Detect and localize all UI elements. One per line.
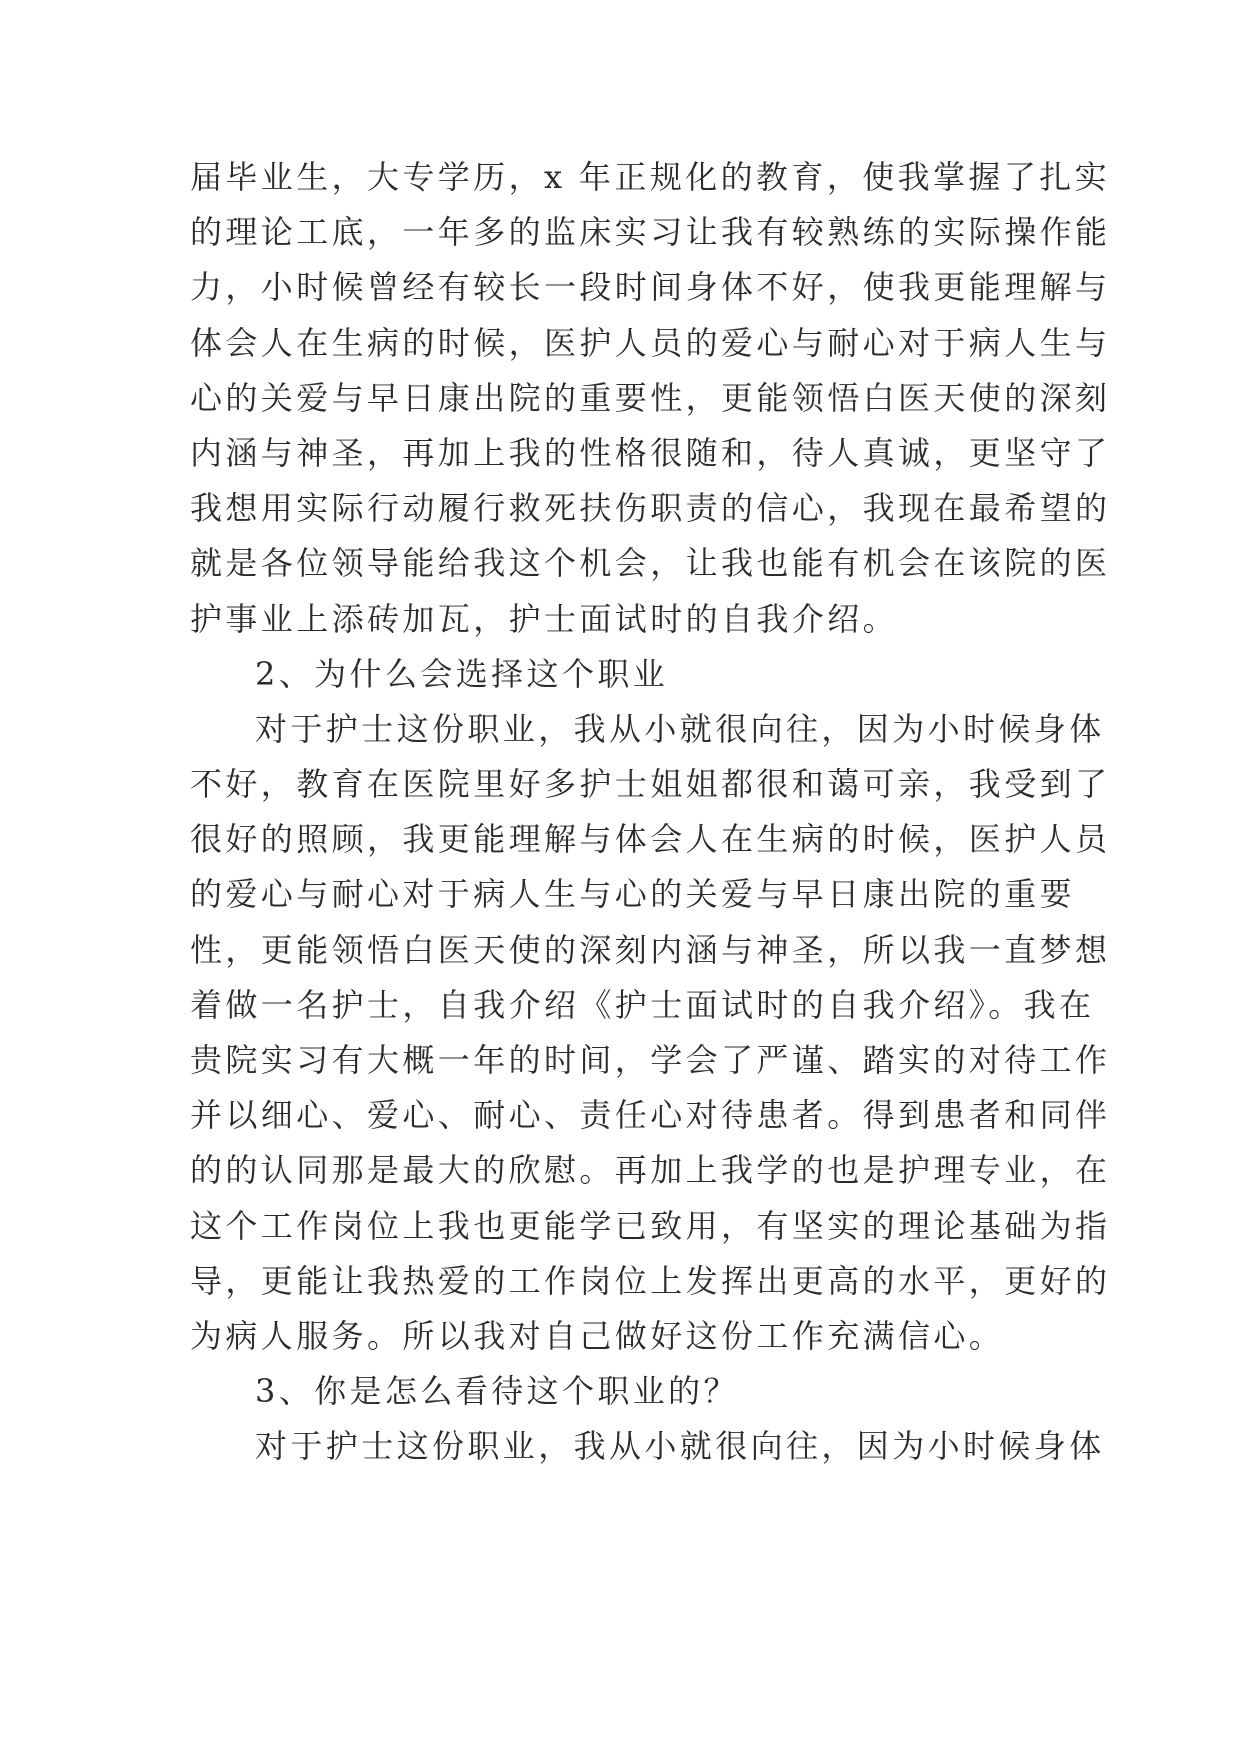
text-line: 着做一名护士，自我介绍《护士面试时的自我介绍》。我在 [190, 985, 1095, 1024]
text-line: 的的认同那是最大的欣慰。再加上我学的也是护理专业，在 [190, 1151, 1111, 1190]
text-line: 很好的照顾，我更能理解与体会人在生病的时候，医护人员 [190, 820, 1111, 859]
section-heading: 3、你是怎么看待这个职业的？ [255, 1372, 739, 1411]
text-line: 的爱心与耐心对于病人生与心的关爱与早日康出院的重要 [190, 875, 1076, 914]
text-line: 护事业上添砖加瓦，护士面试时的自我介绍。 [190, 599, 899, 638]
paragraph-first-line: 对于护士这份职业，我从小就很向往，因为小时候身体 [255, 709, 1105, 748]
text-line: 为病人服务。所以我对自己做好这份工作充满信心。 [190, 1316, 1005, 1355]
text-line: 就是各位领导能给我这个机会，让我也能有机会在该院的医 [190, 544, 1111, 583]
text-line: 体会人在生病的时候，医护人员的爱心与耐心对于病人生与 [190, 323, 1111, 362]
text-line: 性，更能领悟白医天使的深刻内涵与神圣，所以我一直梦想 [190, 930, 1111, 969]
text-line: 并以细心、爱心、耐心、责任心对待患者。得到患者和同伴 [190, 1096, 1111, 1135]
text-line: 贵院实习有大概一年的时间，学会了严谨、踏实的对待工作 [190, 1041, 1111, 1079]
text-line: 的理论工底，一年多的监床实习让我有较熟练的实际操作能 [190, 213, 1111, 252]
section-heading: 2、为什么会选择这个职业 [255, 654, 669, 693]
paragraph-first-line: 对于护士这份职业，我从小就很向往，因为小时候身体 [255, 1427, 1105, 1466]
text-line: 这个工作岗位上我也更能学已致用，有坚实的理论基础为指 [190, 1206, 1111, 1245]
text-line: 力，小时候曾经有较长一段时间身体不好，使我更能理解与 [190, 268, 1111, 307]
text-line: 心的关爱与早日康出院的重要性，更能领悟白医天使的深刻 [190, 378, 1111, 417]
document-body [190, 150, 1111, 1475]
text-line: 不好，教育在医院里好多护士姐姐都很和蔼可亲，我受到了 [190, 765, 1111, 804]
text-line: 届毕业生，大专学历，x 年正规化的教育，使我掌握了扎实 [190, 158, 1111, 196]
text-line: 导，更能让我热爱的工作岗位上发挥出更高的水平，更好的 [190, 1261, 1111, 1300]
text-line: 内涵与神圣，再加上我的性格很随和，待人真诚，更坚守了 [190, 433, 1111, 472]
text-line: 我想用实际行动履行救死扶伤职责的信心，我现在最希望的 [190, 489, 1111, 528]
